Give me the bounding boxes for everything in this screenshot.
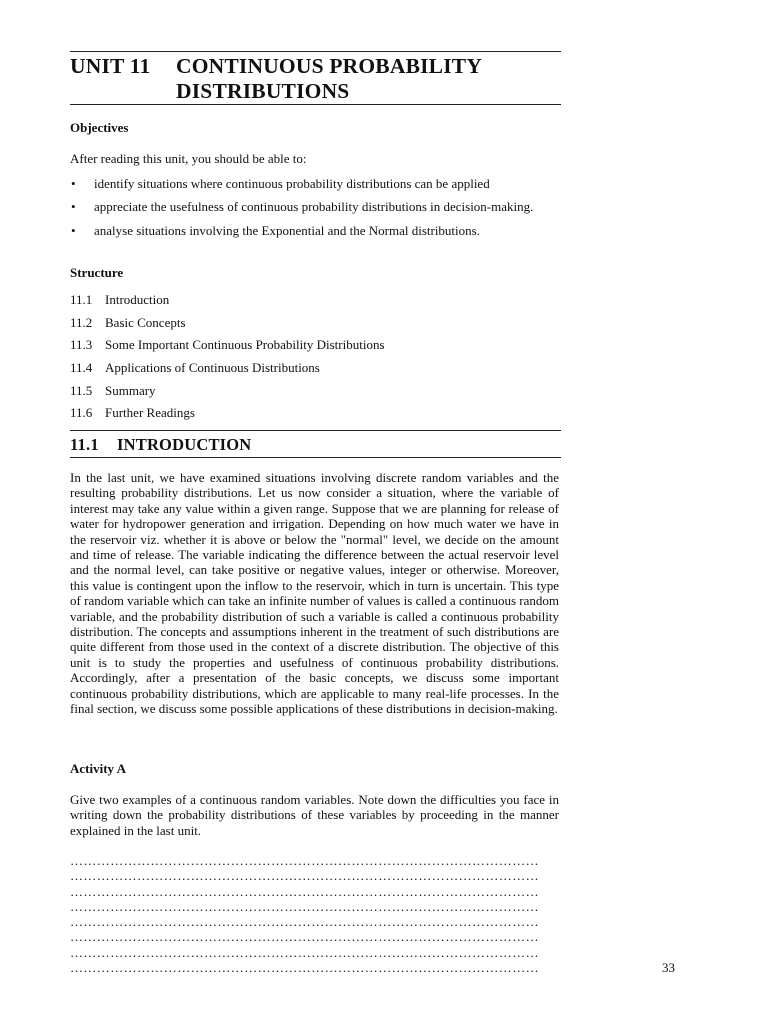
structure-item — [70, 360, 385, 383]
structure-item-number: 11.3 — [70, 337, 93, 353]
top-rule — [70, 51, 561, 52]
structure-list — [70, 292, 385, 428]
unit-title-line2: DISTRIBUTIONS — [176, 79, 350, 103]
objective-item: • appreciate the usefulness of continuous probability distributions in decision-making. — [70, 199, 559, 214]
answer-line: …………………………………………………………………………………………… — [70, 898, 539, 914]
unit-title-line1: CONTINUOUS PROBABILITY — [176, 54, 483, 78]
objective-item: • analyse situations involving the Exponential and the Normal distributions. — [70, 223, 559, 238]
structure-item-number: 11.4 — [70, 360, 93, 376]
structure-item-number: 11.1 — [70, 292, 93, 307]
answer-line: …………………………………………………………………………………………… — [70, 960, 539, 976]
unit-number: UNIT 11 — [70, 54, 151, 78]
structure-item — [70, 405, 385, 428]
structure-item-label: Basic Concepts — [105, 314, 186, 330]
answer-line: …………………………………………………………………………………………… — [70, 929, 539, 945]
structure-item-number: 11.6 — [70, 405, 93, 421]
structure-item — [70, 292, 385, 315]
structure-item-label: Some Important Continuous Probability Distributions — [105, 337, 385, 353]
objective-item: • identify situations where continuous probability distributions can be applied — [70, 176, 559, 191]
activity-body: Give two examples of a continuous random variables. Note down the difficulties you face in writing down the probability distributions of these variables by proceeding in the manner explained in the last unit. — [70, 792, 559, 838]
objectives-intro: After reading this unit, you should be able to: — [70, 151, 307, 166]
answer-lines — [70, 853, 559, 975]
section-title: INTRODUCTION — [117, 435, 252, 454]
structure-item-label: Introduction — [105, 292, 170, 307]
page-number: 33 — [662, 960, 675, 975]
section-bottom-rule — [70, 457, 561, 458]
structure-item — [70, 315, 385, 338]
objectives-heading: Objectives — [70, 120, 129, 135]
unit-title — [70, 54, 561, 104]
structure-heading: Structure — [70, 265, 124, 280]
answer-line: …………………………………………………………………………………………… — [70, 883, 539, 899]
answer-line: …………………………………………………………………………………………… — [70, 868, 539, 884]
activity-heading: Activity A — [70, 761, 126, 776]
structure-item-label: Applications of Continuous Distributions — [105, 360, 320, 376]
structure-item-number: 11.2 — [70, 314, 93, 330]
introduction-body: In the last unit, we have examined situations involving discrete random variables and the resulting probability distributions. Let us now consider a situation, where the variable of interest may take any value within a given range. Suppose that we are planning for release of water for hydropower generation and irrigation. Depending on how much water we have in the reservoir viz. whether it is above or below the "normal" level, we decide on the amount and time of release. The variable indicating the difference between the actual reservoir level and the normal level, can take positive or negative values, integer or otherwise. Moreover, this value is contingent upon the inflow to the reservoir, which in turn is uncertain. This type of random variable which can take an infinite number of values is called a continuous random variable, and the probability distribution of such a variable is called a continuous probability distribution. The concepts and assumptions inherent in the treatment of such distributions are quite different from those used in the context of a discrete distribution. The objective of this unit is to study the properties and usefulness of continuous probability distributions. Accordingly, after a presentation of the basic concepts, we discuss some important continuous probability distributions, which are applicable to many real-life processes. In the final section, we discuss some possible applications of these distributions in decision-making. — [70, 470, 559, 717]
answer-line: …………………………………………………………………………………………… — [70, 944, 539, 960]
objectives-list — [70, 176, 559, 246]
introduction-heading — [70, 435, 251, 455]
section-top-rule — [70, 430, 561, 431]
answer-line: …………………………………………………………………………………………… — [70, 853, 539, 868]
title-bottom-rule — [70, 104, 561, 105]
structure-item — [70, 383, 385, 406]
structure-item — [70, 337, 385, 360]
section-number: 11.1 — [70, 435, 99, 454]
structure-item-label: Further Readings — [105, 405, 195, 421]
structure-item-label: Summary — [105, 382, 156, 398]
structure-item-number: 11.5 — [70, 382, 93, 398]
answer-line: …………………………………………………………………………………………… — [70, 914, 539, 930]
